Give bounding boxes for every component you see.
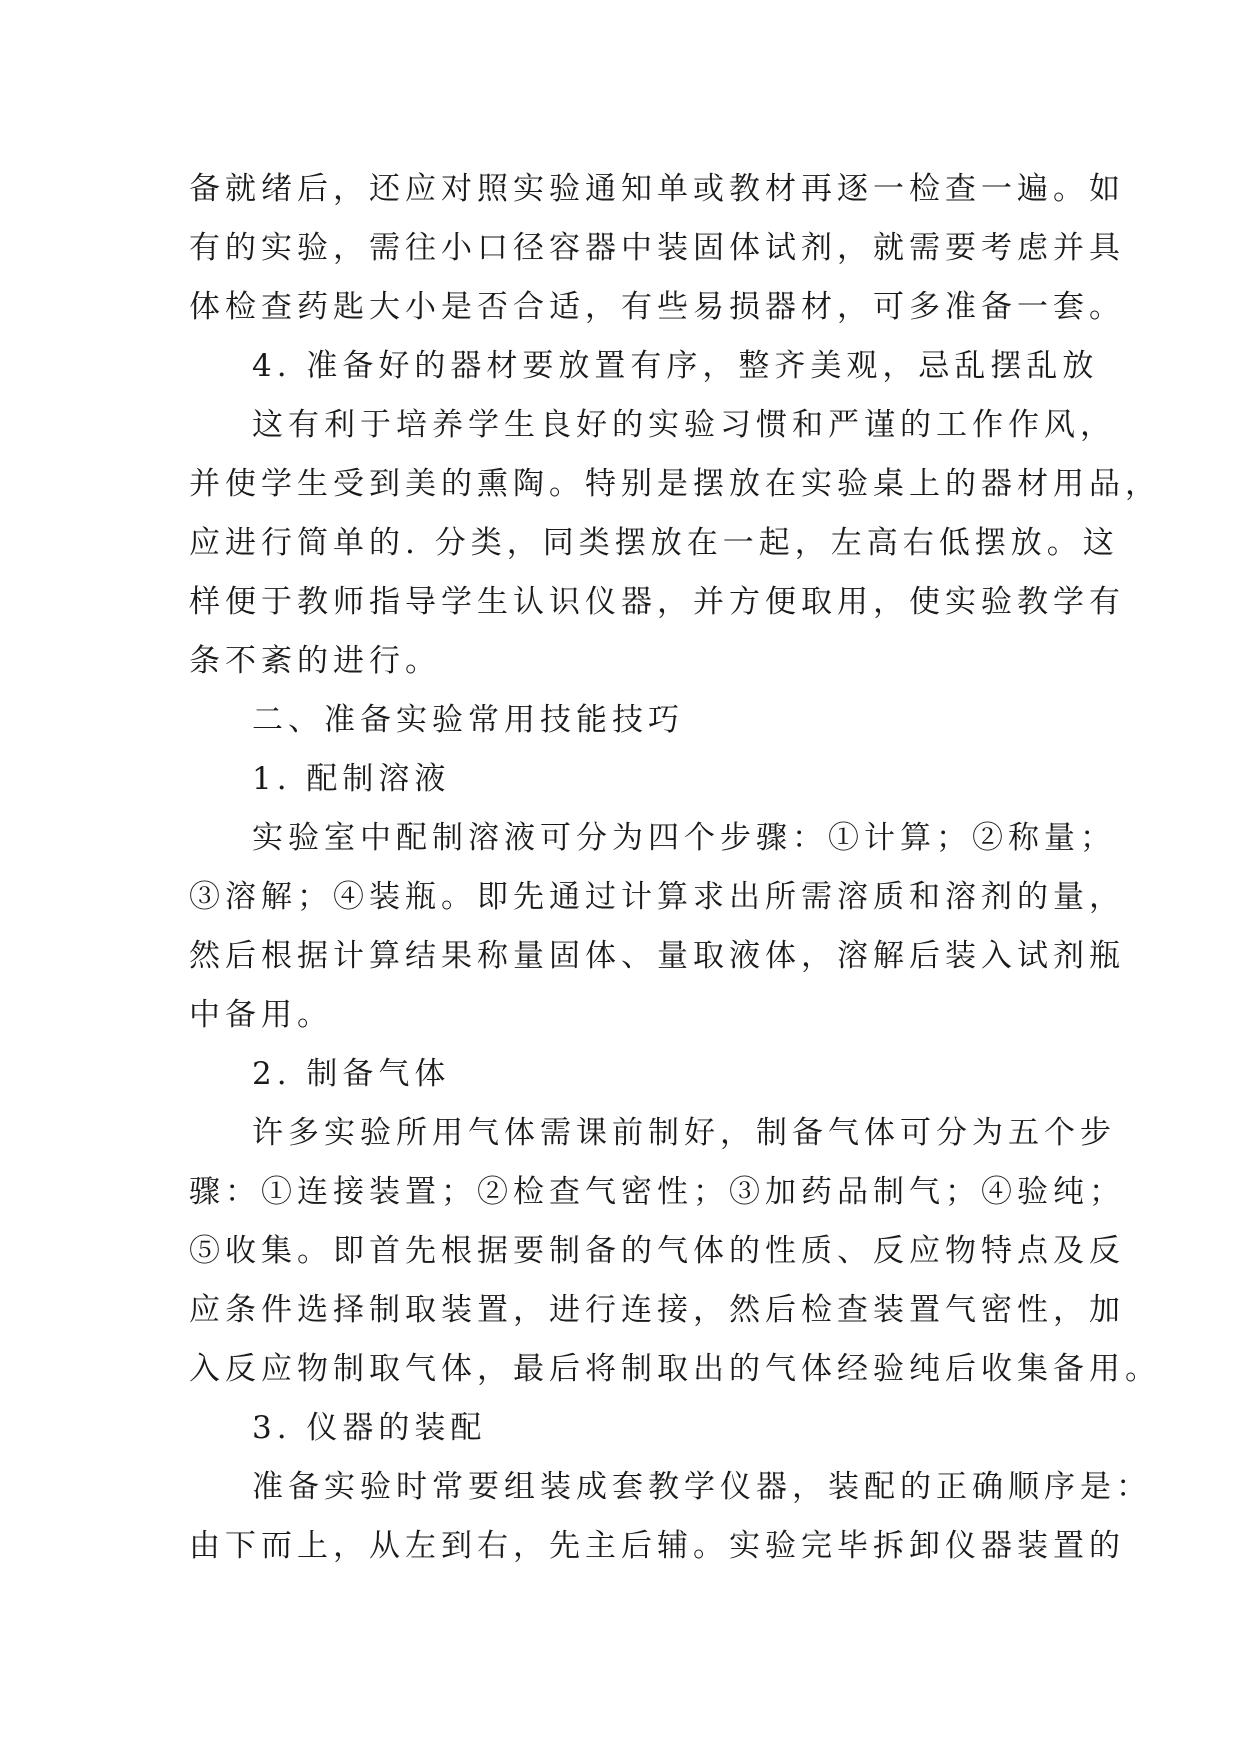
text-line: 应进行简单的. 分类，同类摆放在一起，左高右低摆放。这 — [189, 525, 1119, 561]
text-line: 中备用。 — [189, 997, 333, 1033]
text-line: 体检查药匙大小是否合适，有些易损器材，可多准备一套。 — [189, 289, 1125, 325]
text-line: 然后根据计算结果称量固体、量取液体，溶解后装入试剂瓶 — [189, 938, 1125, 974]
text-line: 入反应物制取气体，最后将制取出的气体经验纯后收集备用。 — [189, 1351, 1161, 1387]
paragraph-start: 实验室中配制溶液可分为四个步骤：①计算；②称量； — [252, 820, 1116, 856]
paragraph-start: 这有利于培养学生良好的实验习惯和严谨的工作作风， — [252, 407, 1116, 443]
text-line: 并使学生受到美的熏陶。特别是摆放在实验桌上的器材用品， — [189, 466, 1161, 502]
text-line: 样便于教师指导学生认识仪器，并方便取用，使实验教学有 — [189, 584, 1125, 620]
section-heading: 2. 制备气体 — [252, 1056, 451, 1092]
section-heading: 3. 仪器的装配 — [252, 1410, 487, 1446]
text-line: 由下而上，从左到右，先主后辅。实验完毕拆卸仪器装置的 — [189, 1528, 1125, 1564]
section-heading: 1. 配制溶液 — [252, 761, 451, 797]
text-line: 骤：①连接装置；②检查气密性；③加药品制气；④验纯； — [189, 1174, 1125, 1210]
text-line: 备就绪后，还应对照实验通知单或教材再逐一检查一遍。如 — [189, 171, 1125, 207]
paragraph-start: 许多实验所用气体需课前制好，制备气体可分为五个步 — [252, 1115, 1116, 1151]
document-body — [189, 160, 1161, 1576]
section-heading: 4. 准备好的器材要放置有序，整齐美观，忌乱摆乱放 — [252, 348, 1099, 384]
chapter-heading: 二、准备实验常用技能技巧 — [252, 702, 684, 738]
text-line: 条不紊的进行。 — [189, 643, 441, 679]
paragraph-start: 准备实验时常要组装成套教学仪器，装配的正确顺序是： — [252, 1469, 1152, 1505]
text-line: 应条件选择制取装置，进行连接，然后检查装置气密性，加 — [189, 1292, 1125, 1328]
text-line: 有的实验，需往小口径容器中装固体试剂，就需要考虑并具 — [189, 230, 1125, 266]
text-line: ⑤收集。即首先根据要制备的气体的性质、反应物特点及反 — [189, 1233, 1125, 1269]
text-line: ③溶解；④装瓶。即先通过计算求出所需溶质和溶剂的量， — [189, 879, 1125, 915]
